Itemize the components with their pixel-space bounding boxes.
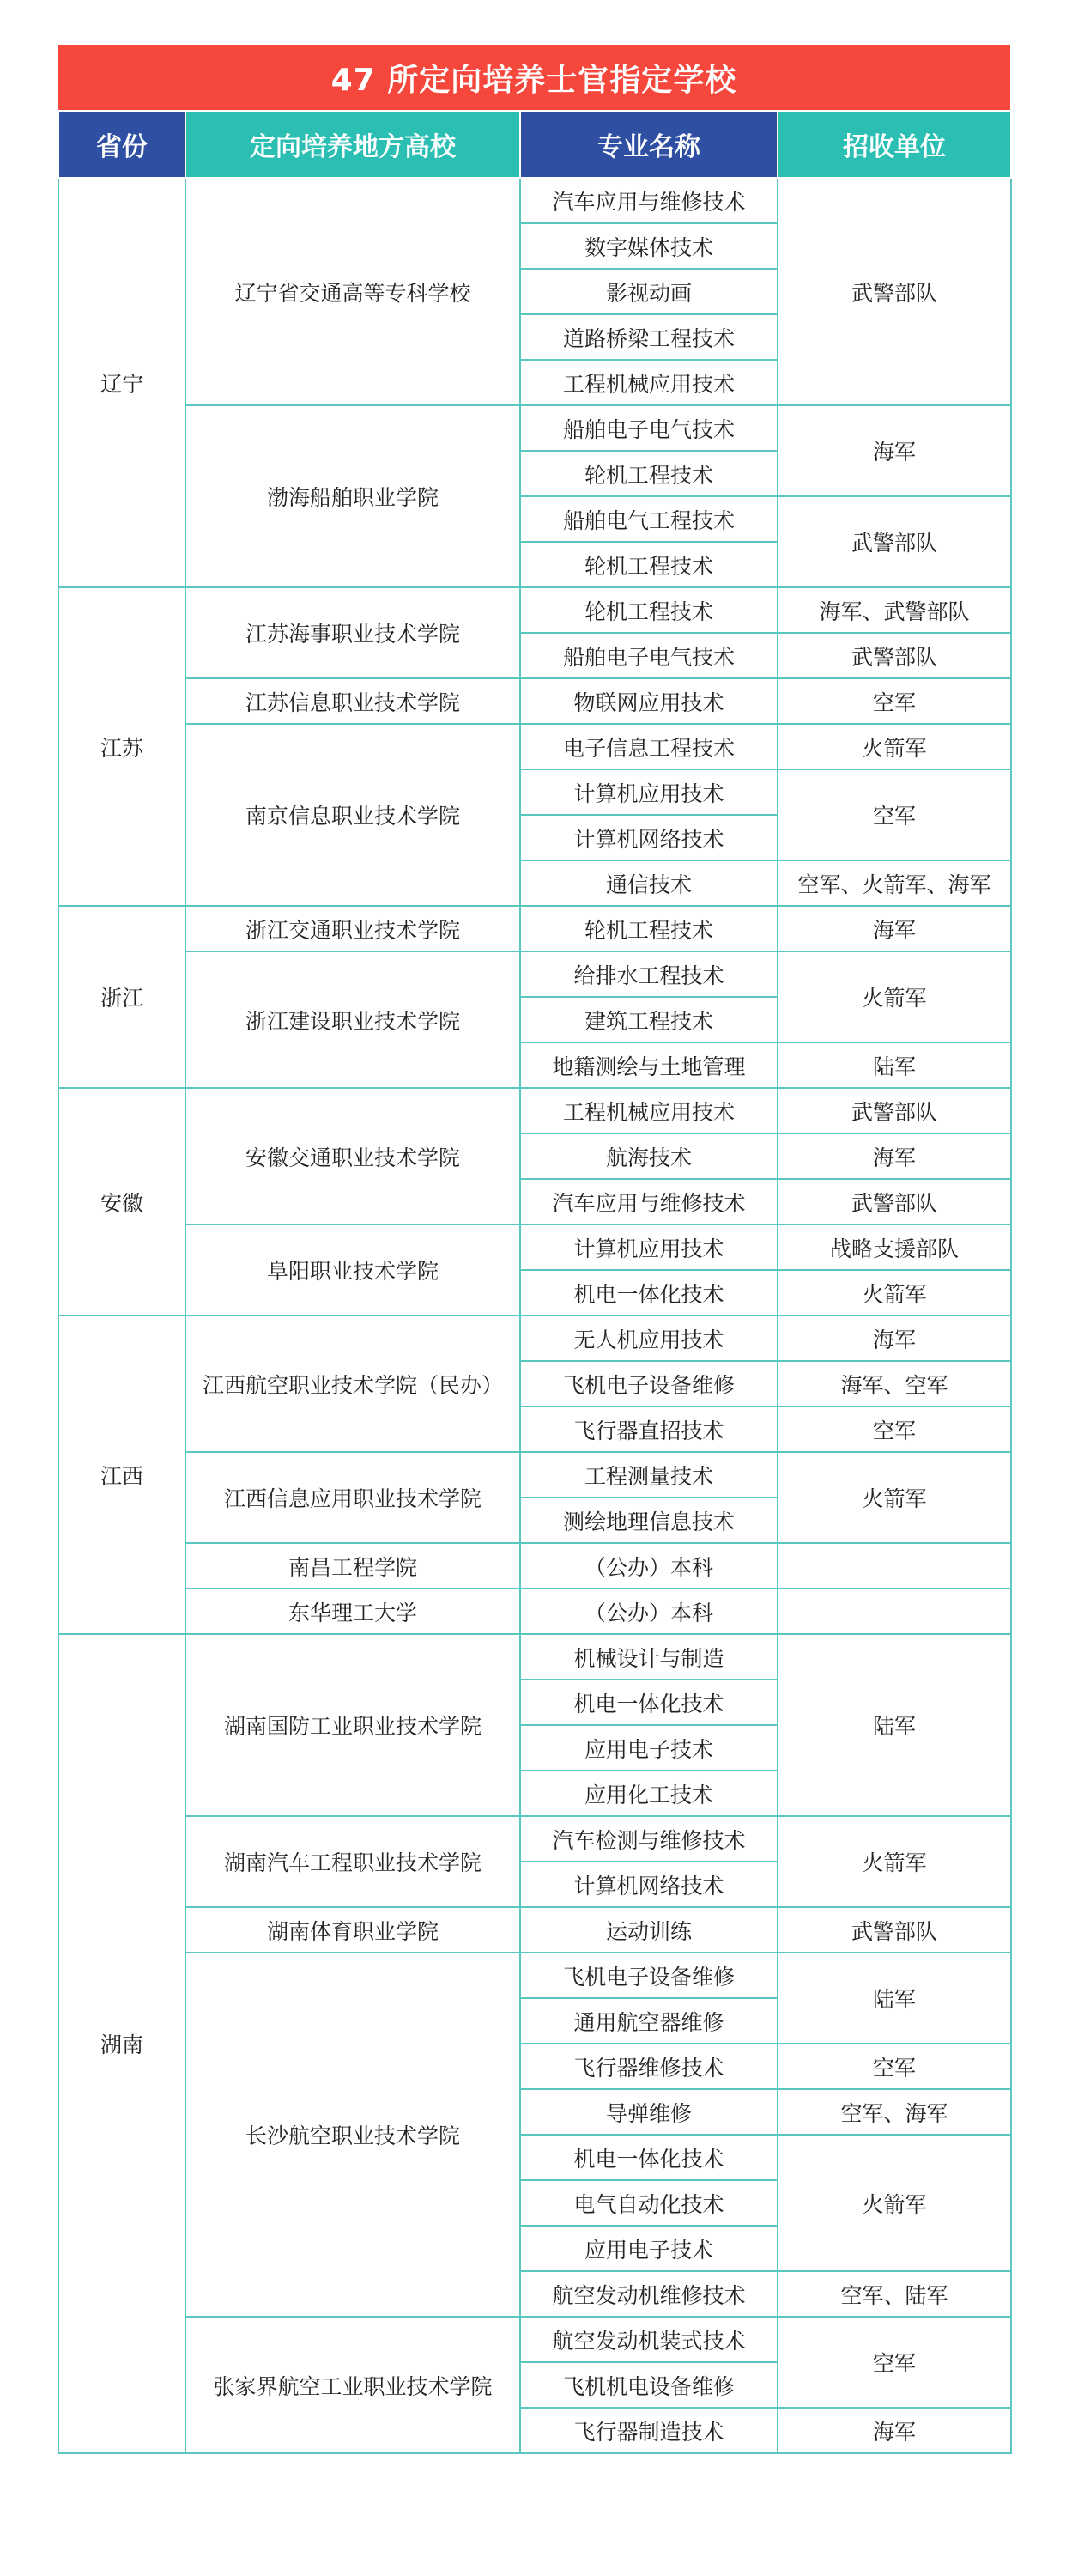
table-row (58, 1543, 1011, 1589)
unit-cell: 海军 (778, 906, 1011, 951)
major-cell: 影视动画 (520, 269, 778, 314)
major-cell: 测绘地理信息技术 (520, 1498, 778, 1543)
major-cell: 轮机工程技术 (520, 542, 778, 587)
major-cell: 建筑工程技术 (520, 997, 778, 1042)
major-cell: 电气自动化技术 (520, 2180, 778, 2226)
school-cell: 东华理工大学 (185, 1589, 520, 1634)
table-row (58, 1224, 1011, 1270)
school-cell: 安徽交通职业技术学院 (185, 1088, 520, 1224)
header-province: 省份 (58, 111, 185, 178)
school-cell: 江西航空职业技术学院（民办） (185, 1315, 520, 1452)
table-row (58, 1953, 1011, 1998)
major-cell: 飞行器制造技术 (520, 2408, 778, 2453)
unit-cell: 武警部队 (778, 1088, 1011, 1133)
school-cell: 阜阳职业技术学院 (185, 1224, 520, 1315)
unit-cell: 火箭军 (778, 1452, 1011, 1543)
major-cell: 船舶电子电气技术 (520, 633, 778, 678)
unit-cell: 火箭军 (778, 724, 1011, 769)
table-row (58, 1088, 1011, 1133)
major-cell: 工程测量技术 (520, 1452, 778, 1498)
unit-cell: 武警部队 (778, 178, 1011, 405)
province-cell: 江苏 (58, 587, 185, 906)
major-cell: 飞机电子设备维修 (520, 1361, 778, 1406)
table-row (58, 1315, 1011, 1361)
page-wrapper (58, 45, 1010, 2454)
unit-cell: 海军 (778, 1133, 1011, 1179)
table-row (58, 951, 1011, 997)
school-cell: 湖南汽车工程职业技术学院 (185, 1816, 520, 1907)
province-cell: 江西 (58, 1315, 185, 1634)
major-cell: 轮机工程技术 (520, 906, 778, 951)
major-cell: 地籍测绘与土地管理 (520, 1042, 778, 1088)
unit-cell: 火箭军 (778, 1816, 1011, 1907)
table-row (58, 2317, 1011, 2362)
major-cell: 航空发动机维修技术 (520, 2271, 778, 2317)
table-row (58, 724, 1011, 769)
major-cell: 轮机工程技术 (520, 587, 778, 633)
table-row (58, 1907, 1011, 1953)
major-cell: 飞行器直招技术 (520, 1406, 778, 1452)
school-cell: 南京信息职业技术学院 (185, 724, 520, 906)
province-cell: 安徽 (58, 1088, 185, 1315)
table-row (58, 678, 1011, 724)
major-cell: 工程机械应用技术 (520, 360, 778, 405)
unit-cell: 空军 (778, 678, 1011, 724)
province-cell: 辽宁 (58, 178, 185, 587)
table-title: 47 所定向培养士官指定学校 (58, 45, 1010, 110)
province-cell: 湖南 (58, 1634, 185, 2453)
unit-cell: 空军、海军 (778, 2089, 1011, 2135)
major-cell: 工程机械应用技术 (520, 1088, 778, 1133)
major-cell: 计算机网络技术 (520, 815, 778, 860)
table-row (58, 405, 1011, 451)
major-cell: 机电一体化技术 (520, 2135, 778, 2180)
header-row (58, 111, 1011, 178)
major-cell: 汽车应用与维修技术 (520, 1179, 778, 1224)
major-cell: 航空发动机装式技术 (520, 2317, 778, 2362)
unit-cell: 战略支援部队 (778, 1224, 1011, 1270)
unit-cell: 武警部队 (778, 496, 1011, 587)
unit-cell: 海军、武警部队 (778, 587, 1011, 633)
unit-cell: 火箭军 (778, 2135, 1011, 2271)
unit-cell: 武警部队 (778, 1179, 1011, 1224)
major-cell: 道路桥梁工程技术 (520, 314, 778, 360)
major-cell: 运动训练 (520, 1907, 778, 1953)
school-cell: 湖南体育职业学院 (185, 1907, 520, 1953)
school-cell: 张家界航空工业职业技术学院 (185, 2317, 520, 2453)
unit-cell: 武警部队 (778, 1907, 1011, 1953)
major-cell: 给排水工程技术 (520, 951, 778, 997)
unit-cell: 空军 (778, 1406, 1011, 1452)
major-cell: 航海技术 (520, 1133, 778, 1179)
major-cell: 通信技术 (520, 860, 778, 906)
unit-cell: 空军 (778, 2317, 1011, 2408)
unit-cell: 空军 (778, 769, 1011, 860)
unit-cell: 空军、火箭军、海军 (778, 860, 1011, 906)
unit-cell: 海军 (778, 1315, 1011, 1361)
major-cell: 飞机机电设备维修 (520, 2362, 778, 2408)
unit-cell: 陆军 (778, 1953, 1011, 2044)
major-cell: 机械设计与制造 (520, 1634, 778, 1680)
major-cell: 船舶电子电气技术 (520, 405, 778, 451)
table-row (58, 178, 1011, 223)
unit-cell: 海军 (778, 2408, 1011, 2453)
major-cell: 应用电子技术 (520, 1725, 778, 1771)
major-cell: 机电一体化技术 (520, 1680, 778, 1725)
major-cell: 电子信息工程技术 (520, 724, 778, 769)
major-cell: 飞行器维修技术 (520, 2044, 778, 2089)
table-row (58, 1452, 1011, 1498)
unit-cell: 海军 (778, 405, 1011, 496)
major-cell: 汽车检测与维修技术 (520, 1816, 778, 1862)
school-cell: 辽宁省交通高等专科学校 (185, 178, 520, 405)
major-cell: 通用航空器维修 (520, 1998, 778, 2044)
major-cell: （公办）本科 (520, 1589, 778, 1634)
unit-cell: 陆军 (778, 1634, 1011, 1816)
header-unit: 招收单位 (778, 111, 1011, 178)
table-row (58, 1634, 1011, 1680)
major-cell: 飞机电子设备维修 (520, 1953, 778, 1998)
school-cell: 南昌工程学院 (185, 1543, 520, 1589)
unit-cell: 海军、空军 (778, 1361, 1011, 1406)
major-cell: 导弹维修 (520, 2089, 778, 2135)
major-cell: 船舶电气工程技术 (520, 496, 778, 542)
unit-cell: 空军 (778, 2044, 1011, 2089)
major-cell: 计算机应用技术 (520, 1224, 778, 1270)
table-row (58, 1589, 1011, 1634)
header-major: 专业名称 (520, 111, 778, 178)
unit-cell (778, 1543, 1011, 1589)
schools-table (58, 110, 1012, 2454)
school-cell: 渤海船舶职业学院 (185, 405, 520, 587)
school-cell: 江苏海事职业技术学院 (185, 587, 520, 678)
major-cell: 物联网应用技术 (520, 678, 778, 724)
school-cell: 江苏信息职业技术学院 (185, 678, 520, 724)
table-body (58, 178, 1011, 2453)
major-cell: 无人机应用技术 (520, 1315, 778, 1361)
school-cell: 浙江建设职业技术学院 (185, 951, 520, 1088)
major-cell: 机电一体化技术 (520, 1270, 778, 1315)
major-cell: 应用电子技术 (520, 2226, 778, 2271)
header-school: 定向培养地方高校 (185, 111, 520, 178)
school-cell: 长沙航空职业技术学院 (185, 1953, 520, 2317)
major-cell: （公办）本科 (520, 1543, 778, 1589)
province-cell: 浙江 (58, 906, 185, 1088)
major-cell: 计算机应用技术 (520, 769, 778, 815)
major-cell: 汽车应用与维修技术 (520, 178, 778, 223)
major-cell: 应用化工技术 (520, 1771, 778, 1816)
unit-cell: 武警部队 (778, 633, 1011, 678)
unit-cell (778, 1589, 1011, 1634)
school-cell: 江西信息应用职业技术学院 (185, 1452, 520, 1543)
table-row (58, 906, 1011, 951)
unit-cell: 火箭军 (778, 951, 1011, 1042)
table-row (58, 587, 1011, 633)
unit-cell: 陆军 (778, 1042, 1011, 1088)
major-cell: 数字媒体技术 (520, 223, 778, 269)
major-cell: 计算机网络技术 (520, 1862, 778, 1907)
major-cell: 轮机工程技术 (520, 451, 778, 496)
school-cell: 浙江交通职业技术学院 (185, 906, 520, 951)
table-row (58, 1816, 1011, 1862)
unit-cell: 火箭军 (778, 1270, 1011, 1315)
unit-cell: 空军、陆军 (778, 2271, 1011, 2317)
school-cell: 湖南国防工业职业技术学院 (185, 1634, 520, 1816)
